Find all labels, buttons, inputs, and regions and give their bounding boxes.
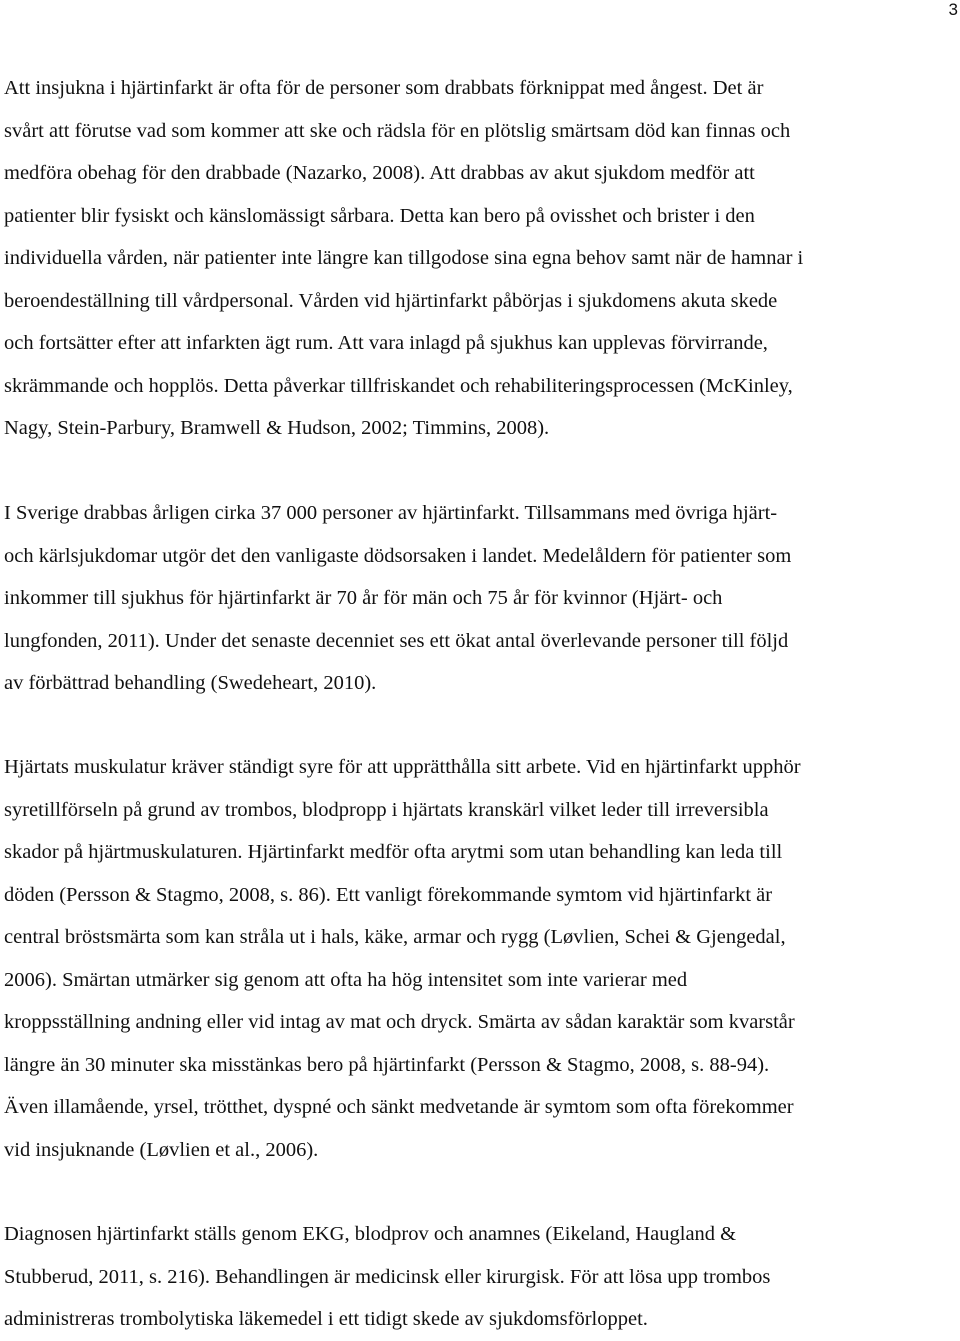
text-line: av förbättrad behandling (Swedeheart, 2010). [4,672,377,694]
text-line: svårt att förutse vad som kommer att ske och rädsla för en plötslig smärtsam död kan finnas och [4,119,791,142]
text-line: Att insjukna i hjärtinfarkt är ofta för de personer som drabbats förknippat med ångest. Det är [4,77,764,99]
text-line: skrämmande och hopplös. Detta påverkar tillfriskandet och rehabiliteringsprocessen (McKinley, [4,374,793,397]
text-line: Hjärtats muskulatur kräver ständigt syre för att upprätthålla sitt arbete. Vid en hjärtinfarkt upphör [4,756,801,778]
paragraph-3 [4,746,960,1171]
paragraph-1 [4,67,960,450]
text-line: döden (Persson & Stagmo, 2008, s. 86). Ett vanligt förekommande symtom vid hjärtinfarkt är [4,883,773,906]
text-line: administreras trombolytiska läkemedel i ett tidigt skede av sjukdomsförloppet. [4,1308,648,1330]
text-line: och fortsätter efter att infarkten ägt rum. Att vara inlagd på sjukhus kan upplevas förvirrande, [4,332,768,354]
text-line: inkommer till sjukhus för hjärtinfarkt är 70 år för män och 75 år för kvinnor (Hjärt- och [4,587,723,609]
paragraph-2 [4,492,960,705]
text-line: Stubberud, 2011, s. 216). Behandlingen är medicinsk eller kirurgisk. För att lösa upp trombos [4,1265,771,1288]
text-line: syretillförseln på grund av trombos, blodpropp i hjärtats kranskärl vilket leder till irreversibla [4,798,769,821]
text-line: vid insjuknande (Løvlien et al., 2006). [4,1138,319,1161]
text-line: Nagy, Stein-Parbury, Bramwell & Hudson, 2002; Timmins, 2008). [4,417,550,439]
text-line: I Sverige drabbas årligen cirka 37 000 personer av hjärtinfarkt. Tillsammans med övriga hjärt- [4,502,778,524]
text-line: skador på hjärtmuskulaturen. Hjärtinfarkt medför ofta arytmi som utan behandling kan leda till [4,841,783,863]
paragraph-4 [4,1213,960,1341]
text-line: patienter blir fysiskt och känslomässigt sårbara. Detta kan bero på ovisshet och brister i den [4,204,755,227]
page-number: 3 [948,0,958,19]
text-line: central bröstsmärta som kan stråla ut i hals, käke, armar och rygg (Løvlien, Schei & Gjengedal, [4,926,786,948]
text-line: medföra obehag för den drabbade (Nazarko, 2008). Att drabbas av akut sjukdom medför att [4,162,755,184]
text-line: individuella vården, när patienter inte längre kan tillgodose sina egna behov samt när de hamnar i [4,247,804,269]
text-line: längre än 30 minuter ska misstänkas bero på hjärtinfarkt (Persson & Stagmo, 2008, s. 88-94). [4,1053,770,1076]
text-line: Diagnosen hjärtinfarkt ställs genom EKG, blodprov och anamnes (Eikeland, Haugland & [4,1223,737,1245]
text-line: beroendeställning till vårdpersonal. Vården vid hjärtinfarkt påbörjas i sjukdomens akuta skede [4,289,778,312]
text-line: kroppsställning andning eller vid intag av mat och dryck. Smärta av sådan karaktär som kvarstår [4,1011,795,1033]
text-line: 2006). Smärtan utmärker sig genom att ofta ha hög intensitet som inte varierar med [4,968,688,991]
text-line: och kärlsjukdomar utgör det den vanligaste dödsorsaken i landet. Medelåldern för patienter som [4,544,792,567]
text-line: lungfonden, 2011). Under det senaste decenniet ses ett ökat antal överlevande personer till följd [4,629,789,652]
text-line: Även illamående, yrsel, trötthet, dyspné och sänkt medvetande är symtom som ofta förekommer [4,1096,794,1118]
